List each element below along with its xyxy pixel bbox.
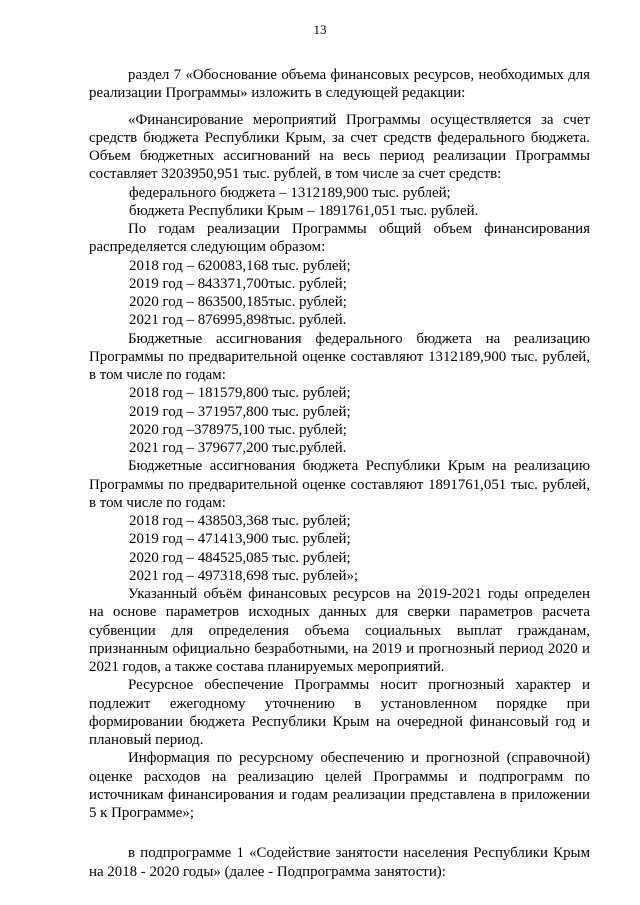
volume-paragraph: Указанный объём финансовых ресурсов на 2019-2021 годы определен на основе параметров исходных данных для сверки параметров расчета субвенции для определения объема социальных выплат гражданам, признанным официально безработными, на 2019 и прогнозный период 2020 и 2021 годов, а также состава планируемых мероприятий. (89, 586, 590, 675)
total-by-year-intro: По годам реализации Программы общий объем финансирования распределяется следующим образом: (89, 221, 590, 256)
info-paragraph: Информация по ресурсному обеспечению и прогнозной (справочной) оценке расходов на реализацию целей Программы и подпрограмм по источникам финансирования и годам реализации представлена в приложении 5 к Программе»; (89, 750, 590, 821)
total-year-2021: 2021 год – 876995,898тыс. рублей. (129, 312, 347, 329)
financing-paragraph: «Финансирование мероприятий Программы осуществляется за счет средств бюджета Республики Крым, за счет средств федерального бюджета. Объем бюджетных ассигнований на весь период реализации Программы составляет 3203950,951 тыс. рублей, в том числе за счет средств: (89, 111, 590, 183)
federal-intro: Бюджетные ассигнования федерального бюджета на реализацию Программы по предварительной оценке составляют 1312189,900 тыс. рублей, в том числе по годам: (89, 330, 590, 383)
source-federal: федерального бюджета – 1312189,900 тыс. рублей; (129, 184, 451, 201)
crimea-intro: Бюджетные ассигнования бюджета Республики Крым на реализацию Программы по предварительной оценке составляют 1891761,051 тыс. рублей, в том числе по годам: (89, 458, 590, 511)
resource-paragraph: Ресурсное обеспечение Программы носит прогнозный характер и подлежит ежегодному уточнению в установленном порядке при формировании бюджета Республики Крым на очередной финансовый год и плановый период. (89, 677, 590, 748)
page-number: 13 (313, 22, 327, 37)
federal-year-2021: 2021 год – 379677,200 тыс.рублей. (129, 440, 347, 456)
crimea-year-2021: 2021 год – 497318,698 тыс. рублей»; (129, 567, 359, 584)
intro-paragraph: раздел 7 «Обоснование объема финансовых ресурсов, необходимых для реализации Программы» изложить в следующей редакции: (89, 67, 590, 102)
total-year-2018: 2018 год – 620083,168 тыс. рублей; (129, 257, 351, 274)
crimea-year-2019: 2019 год – 471413,900 тыс. рублей; (129, 531, 351, 548)
total-year-2020: 2020 год – 863500,185тыс. рублей; (129, 294, 347, 310)
source-crimea: бюджета Республики Крым – 1891761,051 тыс. рублей. (129, 202, 479, 219)
federal-year-2019: 2019 год – 371957,800 тыс. рублей; (129, 403, 351, 420)
federal-year-2018: 2018 год – 181579,800 тыс. рублей; (129, 385, 351, 402)
document-body (89, 66, 590, 881)
crimea-year-2018: 2018 год – 438503,368 тыс. рублей; (129, 513, 351, 529)
crimea-year-2020: 2020 год – 484525,085 тыс. рублей; (129, 549, 351, 566)
federal-year-2020: 2020 год –378975,100 тыс. рублей; (129, 421, 347, 438)
total-year-2019: 2019 год – 843371,700тыс. рублей; (129, 275, 347, 292)
subprogram-paragraph: в подпрограмме 1 «Содействие занятости населения Республики Крым на 2018 - 2020 годы» (далее - Подпрограмма занятости): (89, 845, 590, 880)
